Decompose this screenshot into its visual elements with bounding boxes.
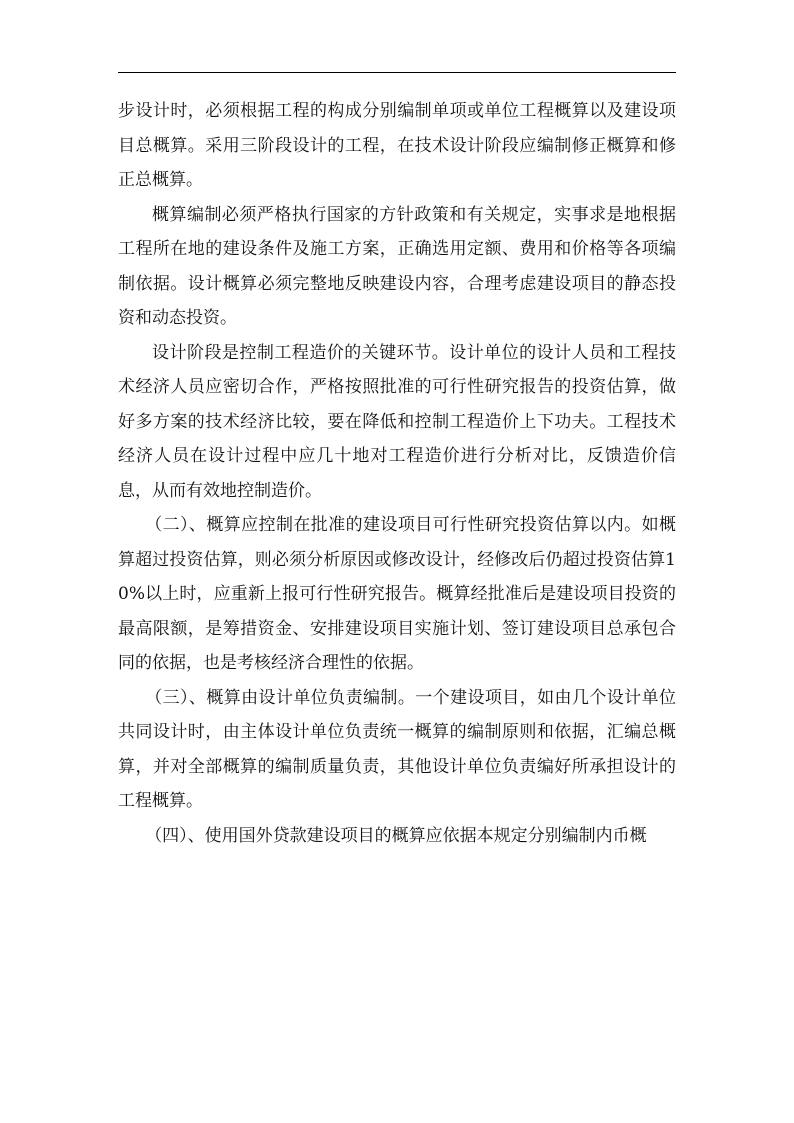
paragraph-section-two: （二）、概算应控制在批准的建设项目可行性研究投资估算以内。如概算超过投资估算，则必须分析原因或修改设计，经修改后仍超过投资估算10%以上时，应重新上报可行性研究报告。概算经批准后是建设项目投资的最高限额，是筹措资金、安排建设项目实施计划、签订建设项目总承包合同的依据，也是考核经济合理性的依据。 — [118, 515, 676, 673]
paragraph-section-four: （四）、使用国外贷款建设项目的概算应依据本规定分别编制内币概 — [145, 825, 647, 846]
paragraph-section-three: （三）、概算由设计单位负责编制。一个建设项目，如由几个设计单位共同设计时，由主体设计单位负责统一概算的编制原则和依据，汇编总概算，并对全部概算的编制质量负责，其他设计单位负责编好所承担设计的工程概算。 — [118, 687, 676, 811]
paragraph-design-stage: 设计阶段是控制工程造价的关键环节。设计单位的设计人员和工程技术经济人员应密切合作，严格按照批准的可行性研究报告的投资估算，做好多方案的技术经济比较，要在降低和控制工程造价上下功夫。工程技术经济人员在设计过程中应几十地对工程造价进行分析对比，反馈造价信息，从而有效地控制造价。 — [118, 342, 676, 501]
paragraph-budget-compilation: 概算编制必须严格执行国家的方针政策和有关规定，实事求是地根据工程所在地的建设条件及施工方案，正确选用定额、费用和价格等各项编制依据。设计概算必须完整地反映建设内容，合理考虑建设项目的静态投资和动态投资。 — [118, 204, 676, 328]
paragraph-continuation: 步设计时，必须根据工程的构成分别编制单项或单位工程概算以及建设项目总概算。采用三阶段设计的工程，在技术设计阶段应编制修正概算和修正总概算。 — [118, 101, 676, 190]
header-rule — [118, 72, 676, 73]
document-body — [118, 94, 676, 853]
